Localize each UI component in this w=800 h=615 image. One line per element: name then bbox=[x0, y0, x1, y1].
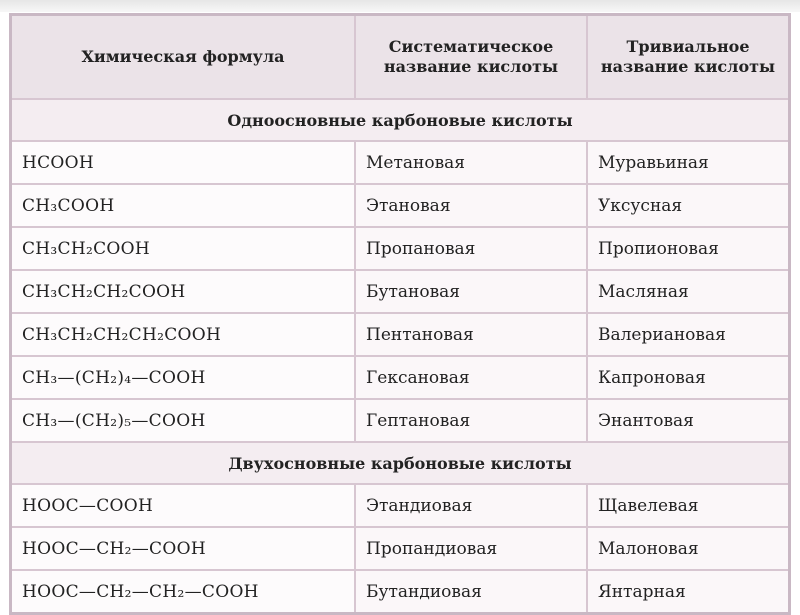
section-title-dibasic: Двухосновные карбоновые кислоты bbox=[12, 443, 788, 485]
page-top-strip bbox=[0, 0, 800, 12]
formula-cell: HOOC—COOH bbox=[12, 485, 356, 526]
table-row bbox=[12, 571, 788, 612]
header-systematic-name: Систематическое название кислоты bbox=[356, 16, 588, 98]
formula-cell: CH₃—(CH₂)₄—COOH bbox=[12, 357, 356, 398]
systematic-name-cell: Этановая bbox=[356, 185, 588, 226]
trivial-name-cell: Валериановая bbox=[588, 314, 788, 355]
table-row bbox=[12, 357, 788, 400]
systematic-name-cell: Гексановая bbox=[356, 357, 588, 398]
systematic-name-cell: Пропановая bbox=[356, 228, 588, 269]
trivial-name-cell: Энантовая bbox=[588, 400, 788, 441]
table-row bbox=[12, 528, 788, 571]
trivial-name-cell: Масляная bbox=[588, 271, 788, 312]
trivial-name-cell: Капроновая bbox=[588, 357, 788, 398]
table-header-row bbox=[12, 16, 788, 100]
systematic-name-cell: Бутандиовая bbox=[356, 571, 588, 612]
header-trivial-name: Тривиальное название кислоты bbox=[600, 37, 776, 76]
trivial-name-cell: Янтарная bbox=[588, 571, 788, 612]
trivial-name-cell: Щавелевая bbox=[588, 485, 788, 526]
formula-cell: CH₃CH₂CH₂COOH bbox=[12, 271, 356, 312]
systematic-name-cell: Бутановая bbox=[356, 271, 588, 312]
formula-cell: HOOC—CH₂—CH₂—COOH bbox=[12, 571, 356, 612]
formula-cell: CH₃CH₂COOH bbox=[12, 228, 356, 269]
formula-cell: HOOC—CH₂—COOH bbox=[12, 528, 356, 569]
table-row bbox=[12, 142, 788, 185]
formula-cell: CH₃CH₂CH₂CH₂COOH bbox=[12, 314, 356, 355]
table-row bbox=[12, 185, 788, 228]
header-formula: Химическая формула bbox=[12, 16, 356, 98]
table-row bbox=[12, 228, 788, 271]
table-row bbox=[12, 271, 788, 314]
acids-table bbox=[9, 13, 791, 615]
trivial-name-cell: Пропионовая bbox=[588, 228, 788, 269]
formula-cell: CH₃COOH bbox=[12, 185, 356, 226]
systematic-name-cell: Этандиовая bbox=[356, 485, 588, 526]
trivial-name-cell: Муравьиная bbox=[588, 142, 788, 183]
systematic-name-cell: Пентановая bbox=[356, 314, 588, 355]
table-row bbox=[12, 400, 788, 443]
trivial-name-cell: Уксусная bbox=[588, 185, 788, 226]
systematic-name-cell: Гептановая bbox=[356, 400, 588, 441]
formula-cell: CH₃—(CH₂)₅—COOH bbox=[12, 400, 356, 441]
formula-cell: HCOOH bbox=[12, 142, 356, 183]
table-row bbox=[12, 314, 788, 357]
systematic-name-cell: Метановая bbox=[356, 142, 588, 183]
systematic-name-cell: Пропандиовая bbox=[356, 528, 588, 569]
trivial-name-cell: Малоновая bbox=[588, 528, 788, 569]
section-title-monobasic: Одноосновные карбоновые кислоты bbox=[12, 100, 788, 142]
table-row bbox=[12, 485, 788, 528]
